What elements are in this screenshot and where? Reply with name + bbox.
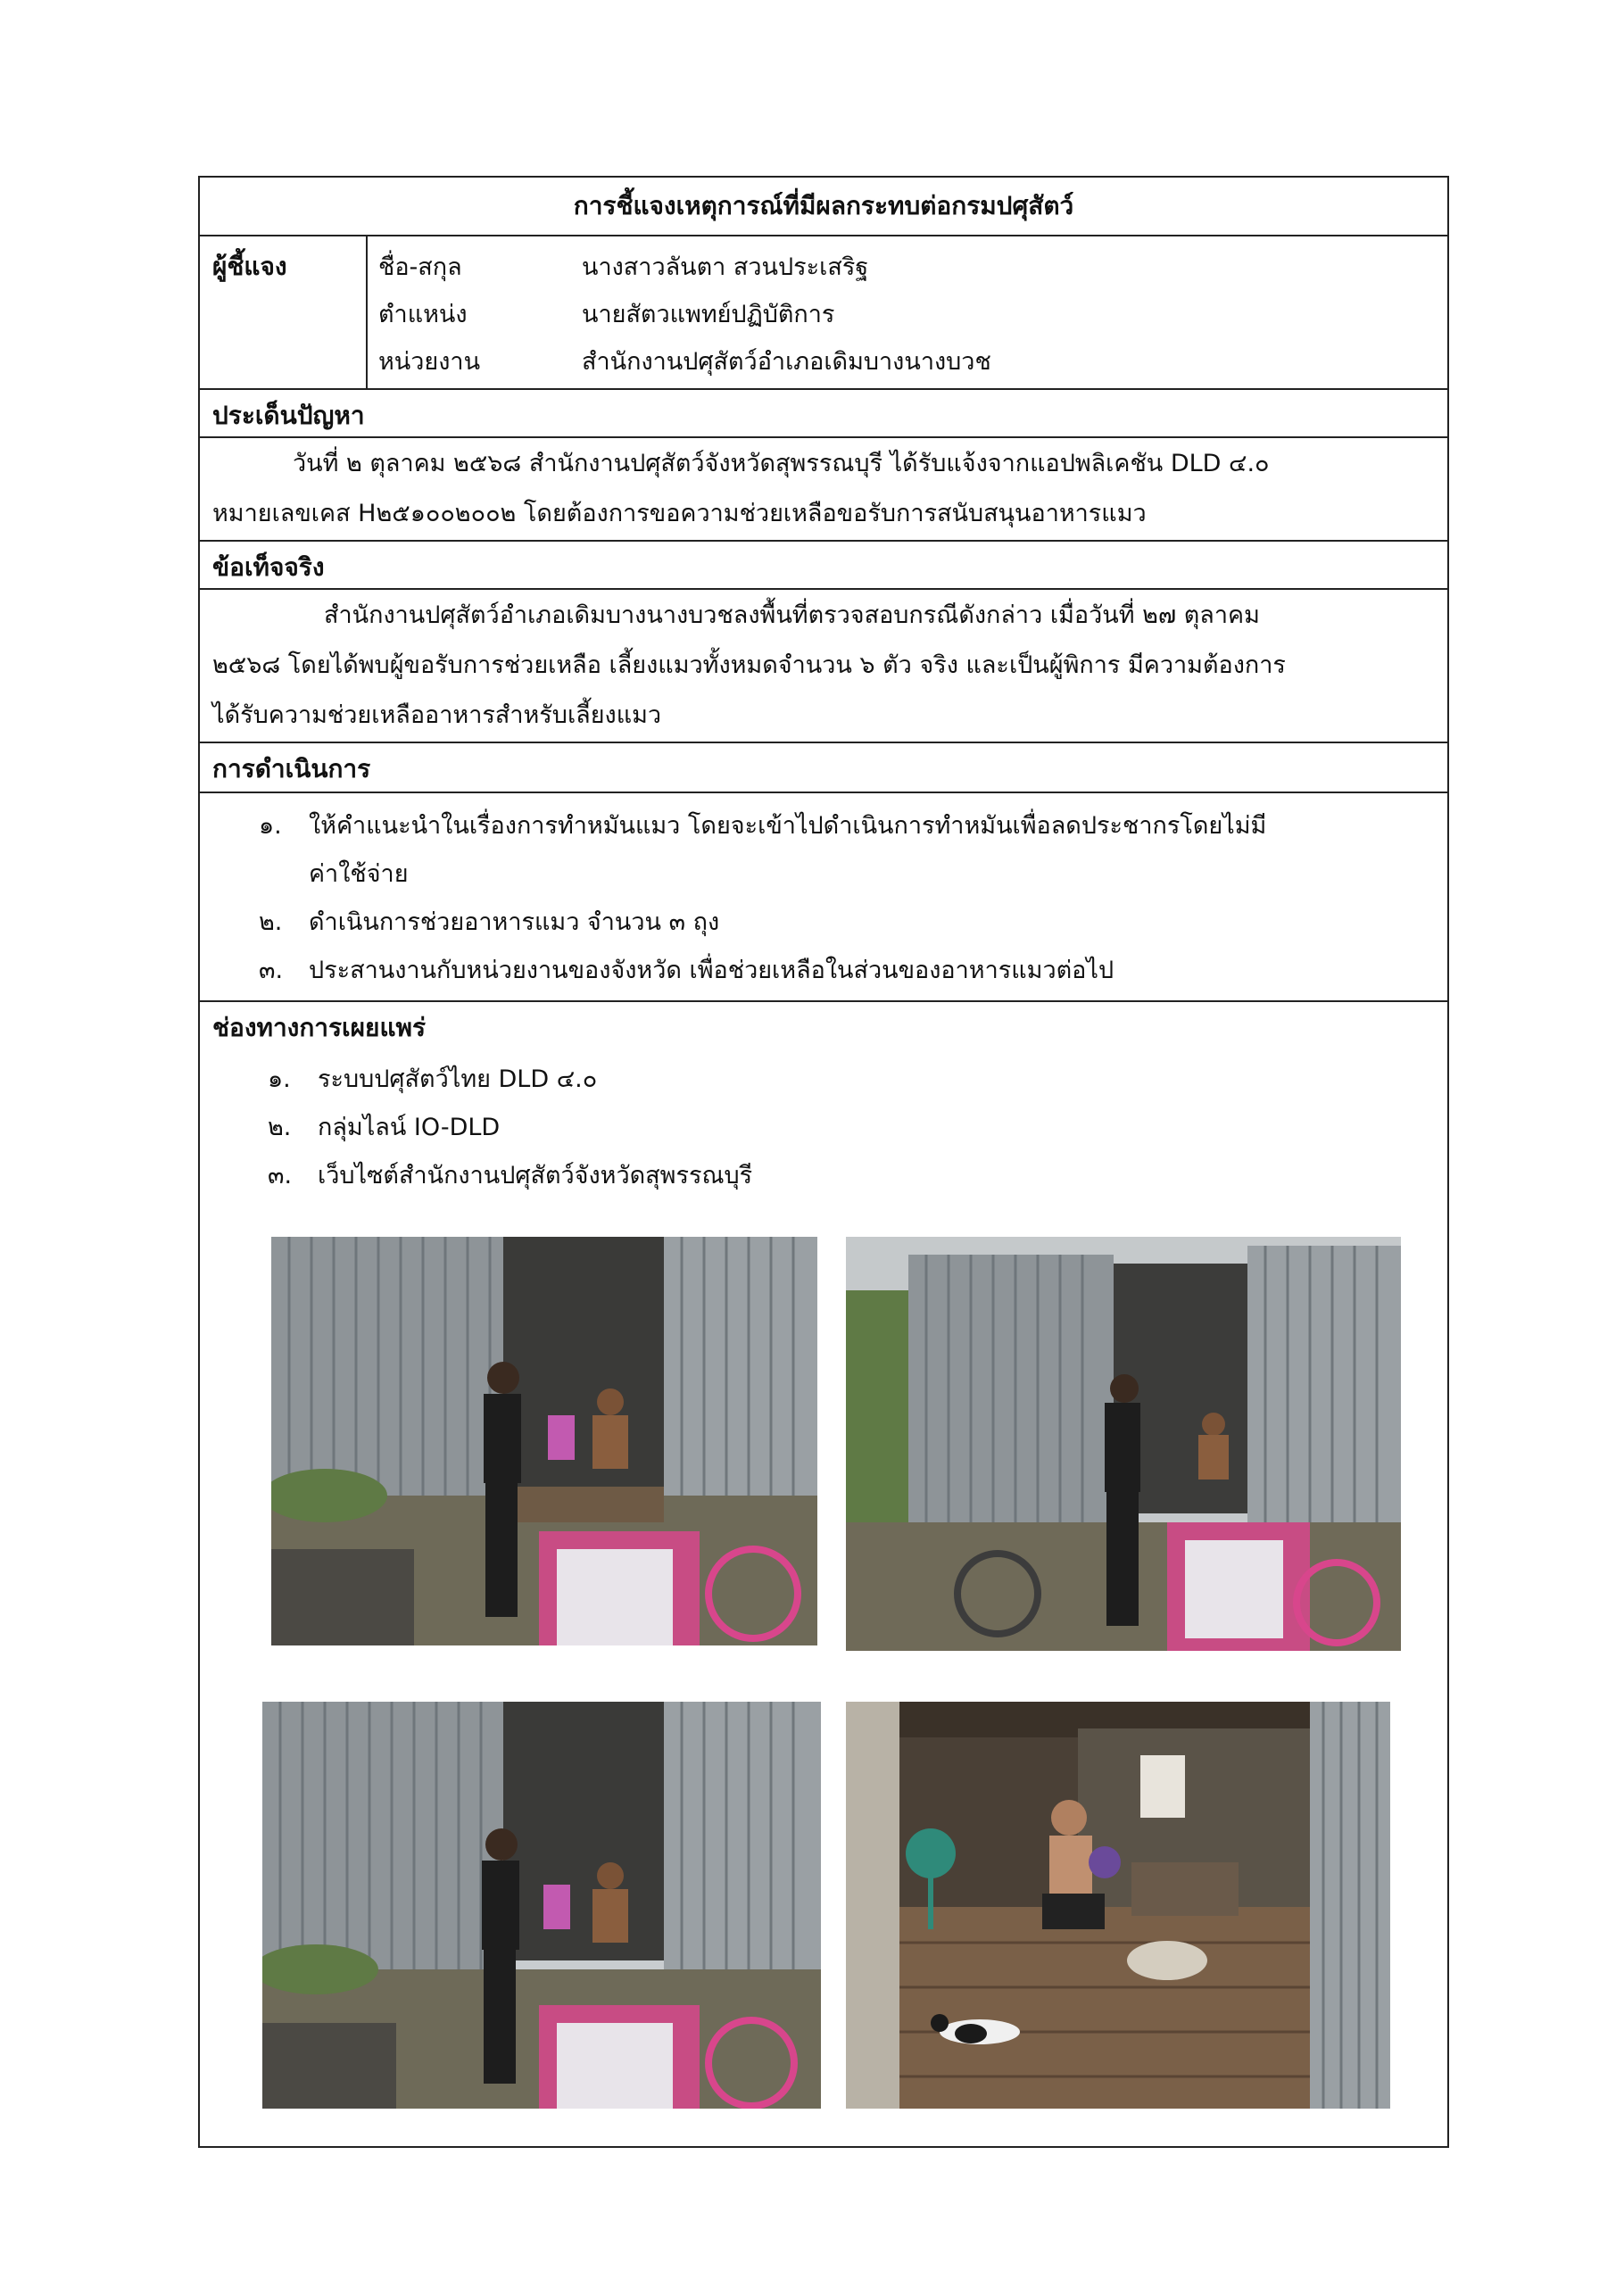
divider: [200, 742, 1447, 743]
photo-officer-handing-food: [271, 1237, 817, 1645]
column-divider: [366, 235, 368, 388]
actions-heading: การดำเนินการ: [212, 754, 371, 783]
action-item: ๑. ให้คำแนะนำในเรื่องการทำหมันแมว โดยจะเข้าไปดำเนินการทำหมันเพื่อลดประชากรโดยไม่มี: [259, 812, 1267, 840]
action-item-continued: ค่าใช้จ่าย: [309, 860, 409, 888]
photo-man-with-cat-inside-house: [846, 1702, 1390, 2109]
divider: [200, 235, 1447, 236]
report-frame: [198, 176, 1449, 2148]
photo-officer-handing-bag: [262, 1702, 821, 2109]
divider: [200, 588, 1447, 590]
channel-item: ๑. ระบบปศุสัตว์ไทย DLD ๔.๐: [268, 1065, 598, 1093]
issue-line: วันที่ ๒ ตุลาคม ๒๕๖๘ สำนักงานปศุสัตว์จังหวัดสุพรรณบุรี ได้รับแจ้งจากแอปพลิเคชัน DLD ๔.๐: [293, 450, 1270, 477]
position-value: นายสัตวแพทย์ปฏิบัติการ: [582, 301, 835, 328]
action-item: ๒. ดำเนินการช่วยอาหารแมว จำนวน ๓ ถุง: [259, 908, 720, 936]
divider: [200, 388, 1447, 390]
page-title: การชี้แจงเหตุการณ์ที่มีผลกระทบต่อกรมปศุสัตว์: [573, 191, 1074, 220]
issue-paragraph: [212, 439, 1435, 539]
channel-item: ๒. กลุ่มไลน์ IO-DLD: [268, 1114, 501, 1141]
divider: [200, 792, 1447, 793]
photo-officer-at-door: [846, 1237, 1401, 1651]
channel-item: ๓. เว็บไซต์สำนักงานปศุสัตว์จังหวัดสุพรรณบุรี: [268, 1162, 753, 1189]
unit-value: สำนักงานปศุสัตว์อำเภอเดิมบางนางบวช: [582, 348, 991, 376]
name-value: นางสาวลันตา สวนประเสริฐ: [582, 253, 869, 281]
facts-line: ได้รับความช่วยเหลืออาหารสำหรับเลี้ยงแมว: [212, 701, 662, 729]
name-label: ชื่อ-สกุล: [378, 253, 462, 281]
issue-heading: ประเด็นปัญหา: [212, 401, 365, 430]
unit-label: หน่วยงาน: [378, 348, 481, 376]
issue-line: หมายเลขเคส H๒๕๑๐๐๒๐๐๒ โดยต้องการขอความช่วยเหลือขอรับการสนับสนุนอาหารแมว: [212, 500, 1147, 527]
channels-heading: ช่องทางการเผยแพร่: [212, 1013, 426, 1042]
position-label: ตำแหน่ง: [378, 301, 468, 328]
action-item: ๓. ประสานงานกับหน่วยงานของจังหวัด เพื่อช่วยเหลือในส่วนของอาหารแมวต่อไป: [259, 957, 1114, 984]
divider: [200, 540, 1447, 542]
facts-heading: ข้อเท็จจริง: [212, 552, 325, 582]
divider: [200, 436, 1447, 438]
facts-line: ๒๕๖๘ โดยได้พบผู้ขอรับการช่วยเหลือ เลี้ยงแมวทั้งหมดจำนวน ๖ ตัว จริง และเป็นผู้พิการ มีความต้องการ: [212, 651, 1286, 679]
explainer-heading: ผู้ชี้แจง: [212, 252, 287, 281]
facts-line: สำนักงานปศุสัตว์อำเภอเดิมบางนางบวชลงพื้นที่ตรวจสอบกรณีดังกล่าว เมื่อวันที่ ๒๗ ตุลาคม: [324, 601, 1260, 629]
divider: [200, 1000, 1447, 1002]
facts-paragraph: [212, 591, 1435, 741]
